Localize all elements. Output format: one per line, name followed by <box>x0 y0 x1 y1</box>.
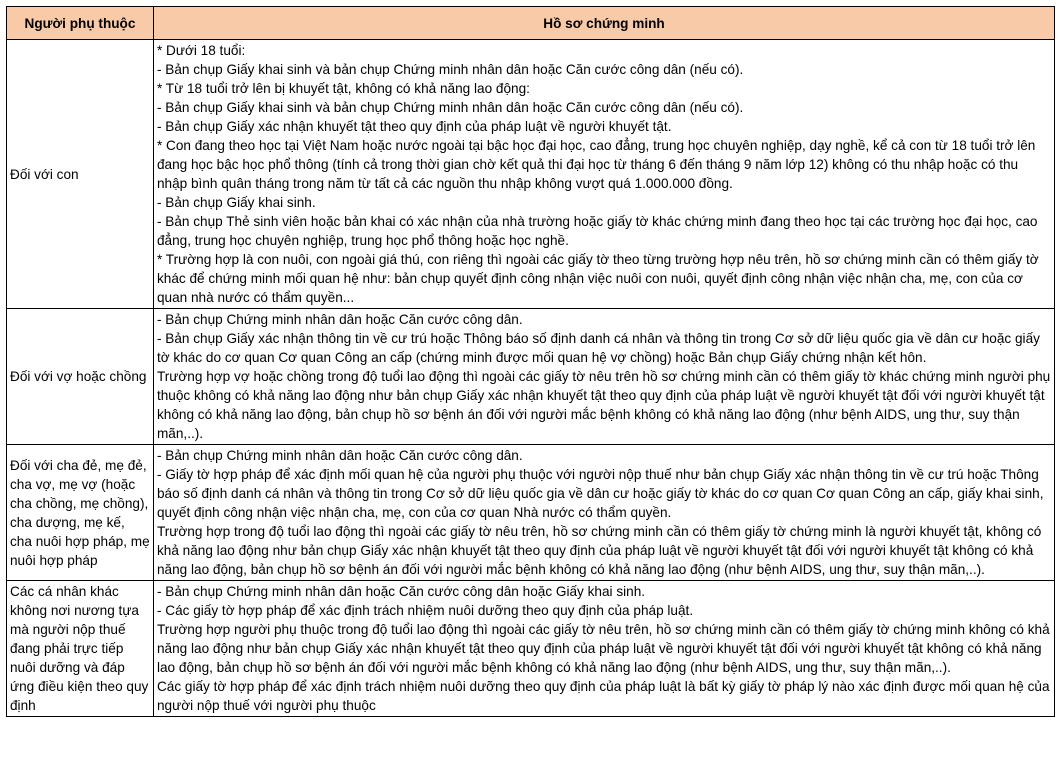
document-line: - Bản chụp Thẻ sinh viên hoặc bản khai có xác nhận của nhà trường hoặc giấy tờ khác chứng minh đang theo học tại các trường học đại học, cao đẳng, trung học chuyên nghiệp, trung học phổ thông hoặc học nghề. <box>156 214 1038 248</box>
dependent-cell: Đối với cha đẻ, mẹ đẻ, cha vợ, mẹ vợ (hoặc cha chồng, mẹ chồng), cha dượng, mẹ kế, cha nuôi hợp pháp, mẹ nuôi hợp pháp <box>7 445 154 581</box>
document-line: - Bản chụp Giấy khai sinh. <box>156 195 316 210</box>
dependent-cell: Đối với con <box>7 40 154 309</box>
table-row-child <box>7 40 1055 309</box>
table-header-row <box>7 7 1055 40</box>
document-line: Trường hợp trong độ tuổi lao động thì ngoài các giấy tờ nêu trên, hồ sơ chứng minh cần có thêm giấy tờ chứng minh là người khuyết tật, không có khả năng lao động như bản chụp Giấy xác nhận khuyết tật theo quy định của pháp luật về người khuyết tật đối với người khuyết tật không có khả năng lao động, bản chụp hồ sơ bệnh án đối với người mắc bệnh không có khả năng lao động (như bệnh AIDS, ung thư, suy thận mãn,..). <box>156 524 1042 577</box>
document-line: - Bản chụp Chứng minh nhân dân hoặc Căn cước công dân hoặc Giấy khai sinh. <box>156 584 646 599</box>
document-line: Trường hợp người phụ thuộc trong độ tuổi lao động thì ngoài các giấy tờ nêu trên, hồ sơ chứng minh cần có thêm giấy tờ chứng minh không có khả năng lao động như bản chụp Giấy xác nhận khuyết tật theo quy định của pháp luật về người khuyết tật đối với người khuyết tật không có khả năng lao động, bản chụp hồ sơ bệnh án đối với người mắc bệnh không có khả năng lao động (như bệnh AIDS, ung thư, suy thận mãn,..). <box>156 622 1050 675</box>
table-row-others <box>7 581 1055 717</box>
document-line: - Giấy tờ hợp pháp để xác định mối quan hệ của người phụ thuộc với người nộp thuế như bản chụp Giấy xác nhận thông tin về cư trú hoặc Thông báo số định danh cá nhân và thông tin trong Cơ sở dữ liệu quốc gia về dân cư hoặc giấy tờ khác do cơ quan Cơ quan Công an cấp, giấy khai sinh, quyết định công nhận việc nhận cha, mẹ, con của cơ quan Nhà nước có thẩm quyền. <box>156 467 1044 520</box>
document-line: * Dưới 18 tuổi: <box>156 43 246 58</box>
document-line: - Bản chụp Giấy khai sinh và bản chụp Chứng minh nhân dân hoặc Căn cước công dân (nếu có). <box>156 100 744 115</box>
document-line: - Bản chụp Giấy khai sinh và bản chụp Chứng minh nhân dân hoặc Căn cước công dân (nếu có). <box>156 62 744 77</box>
document-line: * Trường hợp là con nuôi, con ngoài giá thú, con riêng thì ngoài các giấy tờ theo từng trường hợp nêu trên, hồ sơ chứng minh cần có thêm giấy tờ khác để chứng minh mối quan hệ như: bản chụp quyết định công nhận việc nuôi con nuôi, quyết định công nhận việc nhận cha, mẹ, con của cơ quan nhà nước có thẩm quyền... <box>156 252 1039 305</box>
document-line: Các giấy tờ hợp pháp để xác định trách nhiệm nuôi dưỡng theo quy định của pháp luật là bất kỳ giấy tờ pháp lý nào xác định được mối quan hệ của người nộp thuế với người phụ thuộc <box>156 679 1050 713</box>
dependent-cell: Đối với vợ hoặc chồng <box>7 309 154 445</box>
documents-cell <box>153 445 1054 581</box>
document-line: * Từ 18 tuổi trở lên bị khuyết tật, không có khả năng lao động: <box>156 81 530 96</box>
table-row-spouse <box>7 309 1055 445</box>
documents-cell <box>153 309 1054 445</box>
document-line: - Bản chụp Giấy xác nhận thông tin về cư trú hoặc Thông báo số định danh cá nhân và thông tin trong Cơ sở dữ liệu quốc gia về dân cư hoặc giấy tờ khác do cơ quan Cơ quan Công an cấp (chứng minh được mối quan hệ vợ chồng) hoặc Bản chụp Giấy chứng nhận kết hôn. <box>156 331 1040 365</box>
header-dependent: Người phụ thuộc <box>7 7 154 40</box>
dependent-cell: Các cá nhân khác không nơi nương tựa mà người nộp thuế đang phải trực tiếp nuôi dưỡng và đáp ứng điều kiện theo quy định <box>7 581 154 717</box>
document-line: - Bản chụp Giấy xác nhận khuyết tật theo quy định của pháp luật về người khuyết tật. <box>156 119 672 134</box>
table-row-parents <box>7 445 1055 581</box>
document-line: - Bản chụp Chứng minh nhân dân hoặc Căn cước công dân. <box>156 312 523 327</box>
documents-cell <box>153 581 1054 717</box>
documents-cell <box>153 40 1054 309</box>
header-documents: Hồ sơ chứng minh <box>153 7 1054 40</box>
document-line: Trường hợp vợ hoặc chồng trong độ tuổi lao động thì ngoài các giấy tờ nêu trên hồ sơ chứng minh cần có thêm giấy tờ khác chứng minh người phụ thuộc không có khả năng lao động như bản chụp Giấy xác nhận khuyết tật theo quy định của pháp luật về người khuyết tật đối với người khuyết tật không có khả năng lao động, bản chụp hồ sơ bệnh án đối với người mắc bệnh không có khả năng lao động (như bệnh AIDS, ung thư, suy thận mãn,..). <box>156 369 1051 441</box>
dependent-documents-table <box>6 6 1055 717</box>
document-line: - Bản chụp Chứng minh nhân dân hoặc Căn cước công dân. <box>156 448 523 463</box>
document-line: - Các giấy tờ hợp pháp để xác định trách nhiệm nuôi dưỡng theo quy định của pháp luật. <box>156 603 694 618</box>
document-line: * Con đang theo học tại Việt Nam hoặc nước ngoài tại bậc học đại học, cao đẳng, trung học chuyên nghiệp, dạy nghề, kể cả con từ 18 tuổi trở lên đang học bậc học phổ thông (tính cả trong thời gian chờ kết quả thi đại học từ tháng 6 đến tháng 9 năm lớp 12) không có thu nhập hoặc có thu nhập bình quân tháng trong năm từ tất cả các nguồn thu nhập không vượt quá 1.000.000 đồng. <box>156 138 1036 191</box>
